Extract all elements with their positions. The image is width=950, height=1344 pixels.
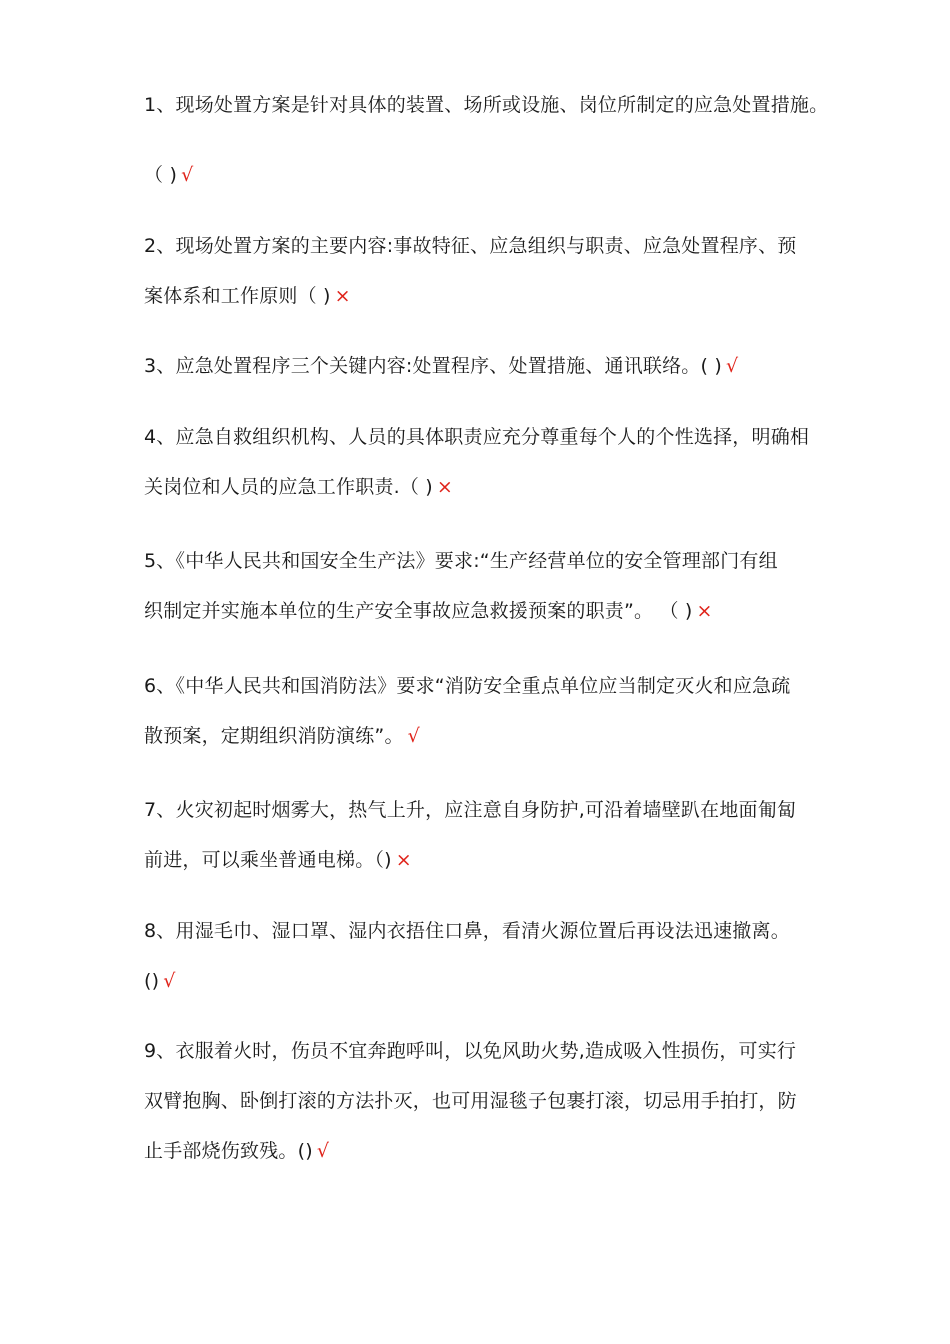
question-7-text-2: 前进，可以乘坐普通电梯。（)	[144, 849, 392, 871]
question-1-text-2: （ )	[144, 164, 178, 186]
question-5-line-2	[144, 599, 713, 623]
wrong-mark: ×	[395, 849, 412, 871]
question-4-line-2	[144, 475, 453, 499]
question-8-text-2: ()	[144, 970, 160, 992]
question-8-text-1: 8、用湿毛巾、湿口罩、湿内衣捂住口鼻，看清火源位置后再设法迅速撤离。	[144, 920, 790, 942]
question-5-line-1	[144, 549, 778, 573]
question-7-line-1	[144, 798, 796, 822]
correct-mark: √	[407, 725, 420, 747]
question-6-line-1	[144, 674, 790, 698]
wrong-mark: ×	[696, 600, 713, 622]
question-5-text-1: 5、《中华人民共和国安全生产法》要求:“生产经营单位的安全管理部门有组	[144, 550, 778, 572]
question-5-text-2: 织制定并实施本单位的生产安全事故应急救援预案的职责”。 （ )	[144, 600, 693, 622]
question-2-line-2	[144, 284, 351, 308]
question-9-line-3	[144, 1139, 329, 1163]
question-2-line-1	[144, 234, 797, 258]
question-7-text-1: 7、火灾初起时烟雾大，热气上升，应注意自身防护,可沿着墙壁趴在地面匍匐	[144, 799, 797, 821]
question-4-line-1	[144, 425, 809, 449]
question-2-text-1: 2、现场处置方案的主要内容:事故特征、应急组织与职责、应急处置程序、预	[144, 235, 797, 257]
question-4-text-1: 4、应急自救组织机构、人员的具体职责应充分尊重每个人的个性选择，明确相	[144, 426, 810, 448]
question-4-text-2: 关岗位和人员的应急工作职责.（ )	[144, 476, 433, 498]
question-9-text-3: 止手部烧伤致残。()	[144, 1140, 313, 1162]
question-2-text-2: 案体系和工作原则（ )	[144, 285, 331, 307]
question-6-text-2: 散预案，定期组织消防演练”。	[144, 725, 404, 747]
wrong-mark: ×	[334, 285, 351, 307]
question-7-line-2	[144, 848, 412, 872]
question-9-line-2	[144, 1089, 797, 1113]
question-3-line-1	[144, 354, 738, 378]
correct-mark: √	[181, 164, 194, 186]
question-3-text-1: 3、应急处置程序三个关键内容:处置程序、处置措施、通讯联络。( )	[144, 355, 722, 377]
question-9-text-1: 9、衣服着火时，伤员不宜奔跑呼叫，以免风助火势,造成吸入性损伤，可实行	[144, 1040, 797, 1062]
question-1-line-1	[144, 93, 828, 117]
question-6-line-2	[144, 724, 420, 748]
question-8-line-2	[144, 969, 176, 993]
wrong-mark: ×	[436, 476, 454, 498]
question-9-line-1	[144, 1039, 796, 1063]
question-8-line-1	[144, 919, 790, 943]
question-6-text-1: 6、《中华人民共和国消防法》要求“消防安全重点单位应当制定灭火和应急疏	[144, 675, 791, 697]
question-1-line-2	[144, 163, 193, 187]
correct-mark: √	[725, 355, 739, 377]
question-1-text-1: 1、现场处置方案是针对具体的装置、场所或设施、岗位所制定的应急处置措施。	[144, 94, 829, 116]
correct-mark: √	[163, 970, 176, 992]
correct-mark: √	[316, 1140, 330, 1162]
question-9-text-2: 双臂抱胸、卧倒打滚的方法扑灭，也可用湿毯子包裹打滚，切忌用手拍打，防	[144, 1090, 797, 1112]
